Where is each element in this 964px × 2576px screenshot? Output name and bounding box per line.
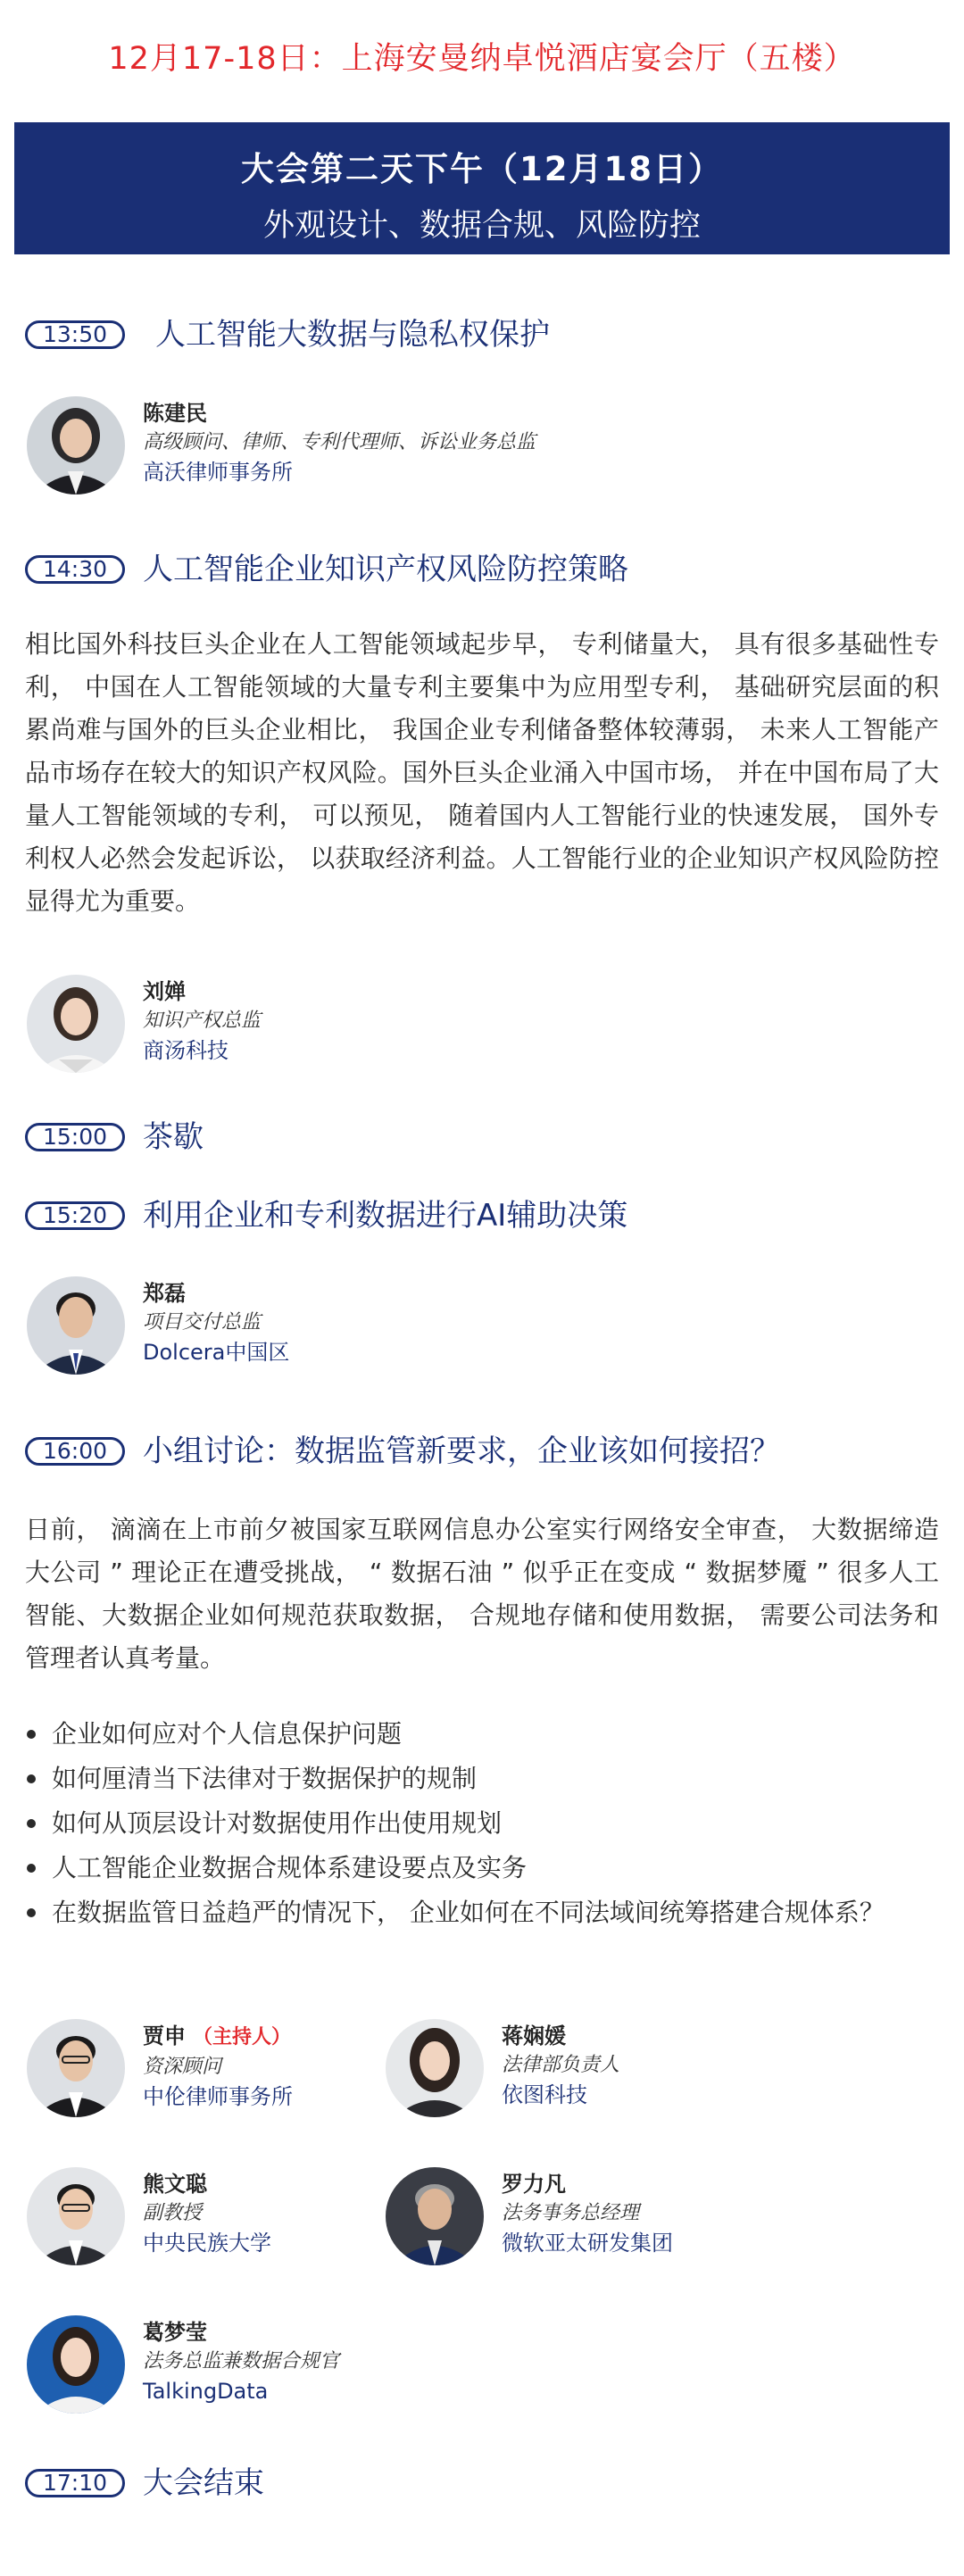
speaker-org: 中央民族大学 [143,2231,271,2256]
session-description: 相比国外科技巨头企业在人工智能领域起步早， 专利储量大， 具有很多基础性专利， 中国在人工智能领域的大量专利主要集中为应用型专利， 基础研究层面的积累尚难与国外的巨头企业相比， 我国企业专利储备整体较薄弱， 未来人工智能产品市场存在较大的知识产权风险。国外巨头企业涌入中国市场， 并在中国布局了大量人工智能领域的专利， 可以预见， 随着国内人工智能行业的快速发展， 国外专利权人必然会发起诉讼， 以获取经济利益。人工智能行业的企业知识产权风险防控显得尤为重要。 [25,629,939,916]
speaker-photo [27,396,125,494]
list-item: 在数据监管日益趋严的情况下， 企业如何在不同法域间统筹搭建合规体系？ [25,1890,939,1935]
speaker-org: 微软亚太研发集团 [502,2231,673,2256]
banner-subtitle: 外观设计、数据合规、风险防控 [262,208,701,244]
speaker-name: 葛梦莹 [143,2320,207,2345]
time-badge: 15:00 [25,1123,125,1151]
time-badge: 15:20 [25,1201,125,1230]
session-title: 大会结束 [143,2465,264,2501]
speaker-role: 知识产权总监 [143,1010,262,1032]
session-title: 人工智能大数据与隐私权保护 [155,317,550,353]
speaker-photo [386,2019,484,2117]
speaker-role: 副教授 [143,2202,203,2224]
session-title: 小组讨论：数据监管新要求，企业该如何接招？ [143,1433,780,1469]
speaker-name: 刘婵 [143,979,186,1004]
time-badge: 13:50 [25,320,125,349]
speaker-org: 中伦律师事务所 [143,2084,293,2109]
speaker-name: 陈建民 [143,401,207,426]
discussion-topics [25,1712,939,1935]
speaker-name: 郑磊 [143,1281,186,1306]
list-item: 企业如何应对个人信息保护问题 [25,1712,939,1757]
speaker-org: Dolcera中国区 [143,1340,290,1365]
speaker-name: 蒋娴媛 [502,2023,566,2048]
speaker-photo [27,2167,125,2265]
speaker-role: 法务总监兼数据合规官 [143,2350,340,2372]
session-title: 人工智能企业知识产权风险防控策略 [143,552,628,587]
speaker-role: 资深顾问 [143,2056,222,2078]
session-description: 日前， 滴滴在上市前夕被国家互联网信息办公室实行网络安全审查， 大数据缔造大公司 ” 理论正在遭受挑战， “ 数据石油 ” 似乎正在变成 “ 数据梦魇 ” 很多人工智能、大数据企业如何规范获取数据， 合规地存储和使用数据， 需要公司法务和管理者认真考量。 [25,1515,939,1673]
speaker-role: 法务事务总经理 [502,2202,640,2224]
speaker-photo [27,1276,125,1375]
session-title: 茶歇 [143,1119,204,1155]
session-title: 利用企业和专利数据进行AI辅助决策 [143,1198,628,1234]
day-banner [14,122,950,254]
speaker-photo [27,975,125,1073]
banner-title: 大会第二天下午（12月18日） [241,150,723,188]
speaker-photo [27,2315,125,2414]
list-item: 人工智能企业数据合规体系建设要点及实务 [25,1846,939,1890]
speaker-role: 法律部负责人 [502,2054,620,2076]
speaker-name: 熊文聪 [143,2172,207,2197]
speaker-photo [27,2019,125,2117]
speaker-name: 罗力凡 [502,2172,566,2197]
time-badge: 16:00 [25,1437,125,1466]
speaker-photo [386,2167,484,2265]
time-badge: 17:10 [25,2469,125,2497]
speaker-org: 高沃律师事务所 [143,460,293,485]
speaker-org: 依图科技 [502,2082,587,2107]
speaker-org: TalkingData [143,2379,269,2404]
speaker-role: 高级顾问、律师、专利代理师、诉讼业务总监 [143,431,536,453]
list-item: 如何从顶层设计对数据使用作出使用规划 [25,1801,939,1846]
speaker-role: 项目交付总监 [143,1311,262,1334]
speaker-org: 商汤科技 [143,1038,229,1063]
speaker-name: 贾申 （主持人） [143,2023,292,2048]
time-badge: 14:30 [25,555,125,584]
venue-line: 12月17-18日：上海安曼纳卓悦酒店宴会厅（五楼） [108,41,856,77]
list-item: 如何厘清当下法律对于数据保护的规制 [25,1757,939,1801]
host-tag: （主持人） [193,2026,292,2048]
